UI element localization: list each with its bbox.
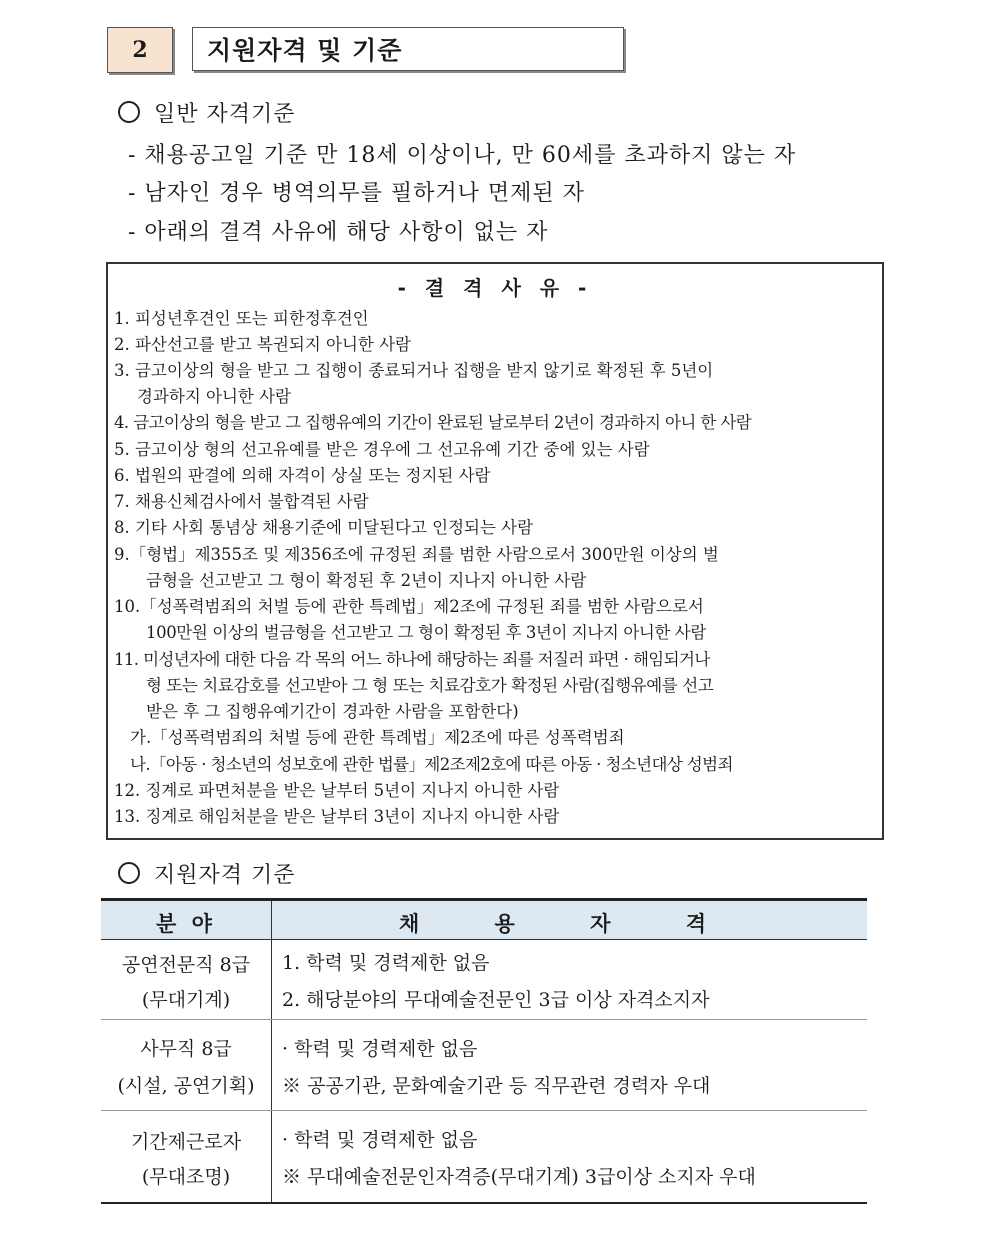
disqualification-title: - 결 격 사 유 - <box>397 276 593 300</box>
disqualification-line: 3. 금고이상의 형을 받고 그 집행이 종료되거나 집행을 받지 않기로 확정된 후 5년이 <box>114 361 714 380</box>
disqualification-line: 100만원 이상의 벌금형을 선고받고 그 형이 확정된 후 3년이 지나지 아니한 사람 <box>146 623 706 642</box>
disqualification-line: 11. 미성년자에 대한 다음 각 목의 어느 하나에 해당하는 죄를 저질러 파면 · 해임되거나 <box>114 650 710 669</box>
table-cell-field-sub: (시설, 공연기획) <box>117 1075 255 1097</box>
general-heading: 일반 자격기준 <box>118 97 296 128</box>
table-cell-field: 사무직 8급 <box>140 1038 232 1060</box>
disqualification-line: 13. 징계로 해임처분을 받은 날부터 3년이 지나지 아니한 사람 <box>114 807 560 826</box>
disqualification-line: 가.「성폭력범죄의 처벌 등에 관한 특례법」제2조에 따른 성폭력범죄 <box>130 728 625 747</box>
table-cell-qualification: 2. 해당분야의 무대예술전문인 3급 이상 자격소지자 <box>282 989 710 1011</box>
disqualification-line: 2. 파산선고를 받고 복권되지 아니한 사람 <box>114 335 411 354</box>
table-cell-field: 공연전문직 8급 <box>121 954 251 976</box>
section-number: 2 <box>107 27 173 73</box>
disqualification-line: 나.「아동 · 청소년의 성보호에 관한 법률」제2조제2호에 따른 아동 · 청소년대상 성범죄 <box>130 755 733 774</box>
table-header-field: 분 야 <box>156 912 216 936</box>
table-cell-qualification: · 학력 및 경력제한 없음 <box>282 1038 478 1060</box>
disqualification-line: 10.「성폭력범죄의 처벌 등에 관한 특례법」제2조에 규정된 죄를 범한 사람으로서 <box>114 597 704 616</box>
disqualification-line: 5. 금고이상 형의 선고유예를 받은 경우에 그 선고유예 기간 중에 있는 사람 <box>114 440 650 459</box>
table-cell-field: 기간제근로자 <box>130 1131 242 1153</box>
disqualification-line: 경과하지 아니한 사람 <box>137 387 291 406</box>
disqualification-line: 9.「형법」제355조 및 제356조에 규정된 죄를 범한 사람으로서 300만원 이상의 벌 <box>114 545 719 564</box>
disqualification-line: 형 또는 치료감호를 선고받아 그 형 또는 치료감호가 확정된 사람(집행유예를 선고 <box>146 676 714 695</box>
disqualification-line: 1. 피성년후견인 또는 피한정후견인 <box>114 309 369 328</box>
disqualification-line: 6. 법원의 판결에 의해 자격이 상실 또는 정지된 사람 <box>114 466 491 485</box>
general-item: - 채용공고일 기준 만 18세 이상이나, 만 60세를 초과하지 않는 자 <box>128 143 797 168</box>
circle-bullet-icon <box>118 101 140 123</box>
table-cell-qualification: · 학력 및 경력제한 없음 <box>282 1129 478 1151</box>
general-item: - 남자인 경우 병역의무를 필하거나 면제된 자 <box>128 181 585 206</box>
criteria-heading: 지원자격 기준 <box>118 858 296 889</box>
disqualification-line: 받은 후 그 집행유예기간이 경과한 사람을 포함한다) <box>146 702 519 721</box>
general-item: - 아래의 결격 사유에 해당 사항이 없는 자 <box>128 220 549 245</box>
table-cell-qualification: 1. 학력 및 경력제한 없음 <box>282 952 490 974</box>
table-row-divider <box>101 1110 867 1111</box>
disqualification-line: 8. 기타 사회 통념상 채용기준에 미달된다고 인정되는 사람 <box>114 518 534 537</box>
disqualification-line: 금형을 선고받고 그 형이 확정된 후 2년이 지나지 아니한 사람 <box>146 571 587 590</box>
table-cell-field-sub: (무대기계) <box>141 989 231 1011</box>
table-cell-field-sub: (무대조명) <box>141 1166 231 1188</box>
table-cell-qualification: ※ 무대예술전문인자격증(무대기계) 3급이상 소지자 우대 <box>282 1166 756 1188</box>
table-header-qualification: 채 용 자 격 <box>398 912 741 936</box>
disqualification-line: 12. 징계로 파면처분을 받은 날부터 5년이 지나지 아니한 사람 <box>114 781 560 800</box>
table-cell-qualification: ※ 공공기관, 문화예술기관 등 직무관련 경력자 우대 <box>282 1075 711 1097</box>
table-bottom-rule <box>101 1202 867 1204</box>
table-column-divider <box>271 901 272 1203</box>
section-title: 지원자격 및 기준 <box>192 27 624 71</box>
table-row-divider <box>101 1019 867 1020</box>
circle-bullet-icon <box>118 862 140 884</box>
disqualification-line: 4. 금고이상의 형을 받고 그 집행유예의 기간이 완료된 날로부터 2년이 경과하지 아니 한 사람 <box>114 413 752 432</box>
disqualification-line: 7. 채용신체검사에서 불합격된 사람 <box>114 492 369 511</box>
